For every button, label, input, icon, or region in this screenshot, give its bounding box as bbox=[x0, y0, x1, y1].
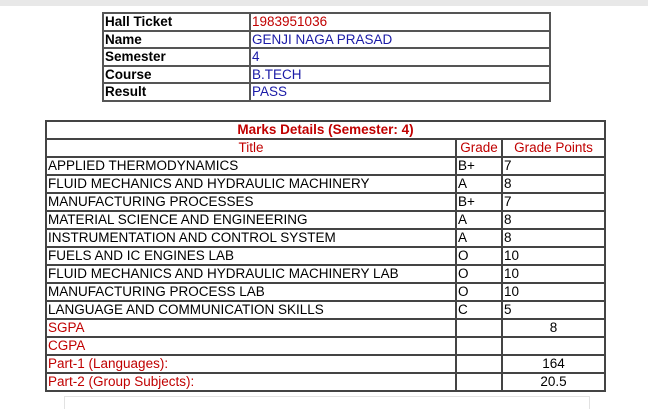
subject-grade: O bbox=[456, 265, 502, 283]
sgpa-value: 8 bbox=[502, 319, 605, 337]
marks-caption-row bbox=[46, 121, 605, 139]
name-label: Name bbox=[103, 31, 250, 49]
semester-value: 4 bbox=[250, 48, 550, 66]
title-header: Title bbox=[46, 139, 456, 157]
subject-grade: A bbox=[456, 211, 502, 229]
student-info-table bbox=[102, 12, 551, 102]
subject-grade-points: 10 bbox=[502, 265, 605, 283]
subject-grade-points: 8 bbox=[502, 211, 605, 229]
subject-grade: C bbox=[456, 301, 502, 319]
subject-row bbox=[46, 193, 605, 211]
cgpa-value bbox=[502, 337, 605, 355]
result-row bbox=[103, 83, 550, 101]
subject-grade-points: 5 bbox=[502, 301, 605, 319]
subject-row bbox=[46, 211, 605, 229]
grade-header: Grade bbox=[456, 139, 502, 157]
marks-caption: Marks Details (Semester: 4) bbox=[46, 121, 605, 139]
subject-row bbox=[46, 283, 605, 301]
subject-grade: A bbox=[456, 175, 502, 193]
subject-grade: B+ bbox=[456, 193, 502, 211]
name-value: GENJI NAGA PRASAD bbox=[250, 31, 550, 49]
sgpa-label: SGPA bbox=[46, 319, 456, 337]
sgpa-grade-cell bbox=[456, 319, 502, 337]
course-label: Course bbox=[103, 66, 250, 84]
subject-grade: O bbox=[456, 247, 502, 265]
subject-title: MANUFACTURING PROCESSES bbox=[46, 193, 456, 211]
subject-grade-points: 10 bbox=[502, 283, 605, 301]
subject-grade: O bbox=[456, 283, 502, 301]
subject-row bbox=[46, 247, 605, 265]
semester-label: Semester bbox=[103, 48, 250, 66]
subject-title: FLUID MECHANICS AND HYDRAULIC MACHINERY LAB bbox=[46, 265, 456, 283]
part1-grade-cell bbox=[456, 355, 502, 373]
subject-grade-points: 7 bbox=[502, 157, 605, 175]
subject-grade: A bbox=[456, 229, 502, 247]
hall-ticket-row bbox=[103, 13, 550, 31]
subject-title: LANGUAGE AND COMMUNICATION SKILLS bbox=[46, 301, 456, 319]
grade-points-header: Grade Points bbox=[502, 139, 605, 157]
marks-header-row bbox=[46, 139, 605, 157]
subject-row bbox=[46, 175, 605, 193]
part1-row bbox=[46, 355, 605, 373]
part2-label: Part-2 (Group Subjects): bbox=[46, 373, 456, 391]
cgpa-label: CGPA bbox=[46, 337, 456, 355]
hall-ticket-value: 1983951036 bbox=[250, 13, 550, 31]
part2-value: 20.5 bbox=[502, 373, 605, 391]
semester-row bbox=[103, 48, 550, 66]
result-value: PASS bbox=[250, 83, 550, 101]
subject-grade-points: 8 bbox=[502, 175, 605, 193]
cgpa-grade-cell bbox=[456, 337, 502, 355]
part2-row bbox=[46, 373, 605, 391]
subject-grade-points: 10 bbox=[502, 247, 605, 265]
subject-title: INSTRUMENTATION AND CONTROL SYSTEM bbox=[46, 229, 456, 247]
subject-row bbox=[46, 229, 605, 247]
subject-row bbox=[46, 301, 605, 319]
bottom-panel bbox=[64, 396, 590, 409]
subject-grade: B+ bbox=[456, 157, 502, 175]
subject-grade-points: 7 bbox=[502, 193, 605, 211]
hall-ticket-label: Hall Ticket bbox=[103, 13, 250, 31]
subject-title: FUELS AND IC ENGINES LAB bbox=[46, 247, 456, 265]
cgpa-row bbox=[46, 337, 605, 355]
part2-grade-cell bbox=[456, 373, 502, 391]
subject-title: MANUFACTURING PROCESS LAB bbox=[46, 283, 456, 301]
subject-title: MATERIAL SCIENCE AND ENGINEERING bbox=[46, 211, 456, 229]
subject-row bbox=[46, 265, 605, 283]
course-value: B.TECH bbox=[250, 66, 550, 84]
sgpa-row bbox=[46, 319, 605, 337]
subject-title: FLUID MECHANICS AND HYDRAULIC MACHINERY bbox=[46, 175, 456, 193]
subject-title: APPLIED THERMODYNAMICS bbox=[46, 157, 456, 175]
course-row bbox=[103, 66, 550, 84]
result-label: Result bbox=[103, 83, 250, 101]
subject-row bbox=[46, 157, 605, 175]
part1-value: 164 bbox=[502, 355, 605, 373]
marks-table bbox=[45, 120, 606, 392]
subject-grade-points: 8 bbox=[502, 229, 605, 247]
name-row bbox=[103, 31, 550, 49]
part1-label: Part-1 (Languages): bbox=[46, 355, 456, 373]
top-bar bbox=[0, 0, 648, 6]
